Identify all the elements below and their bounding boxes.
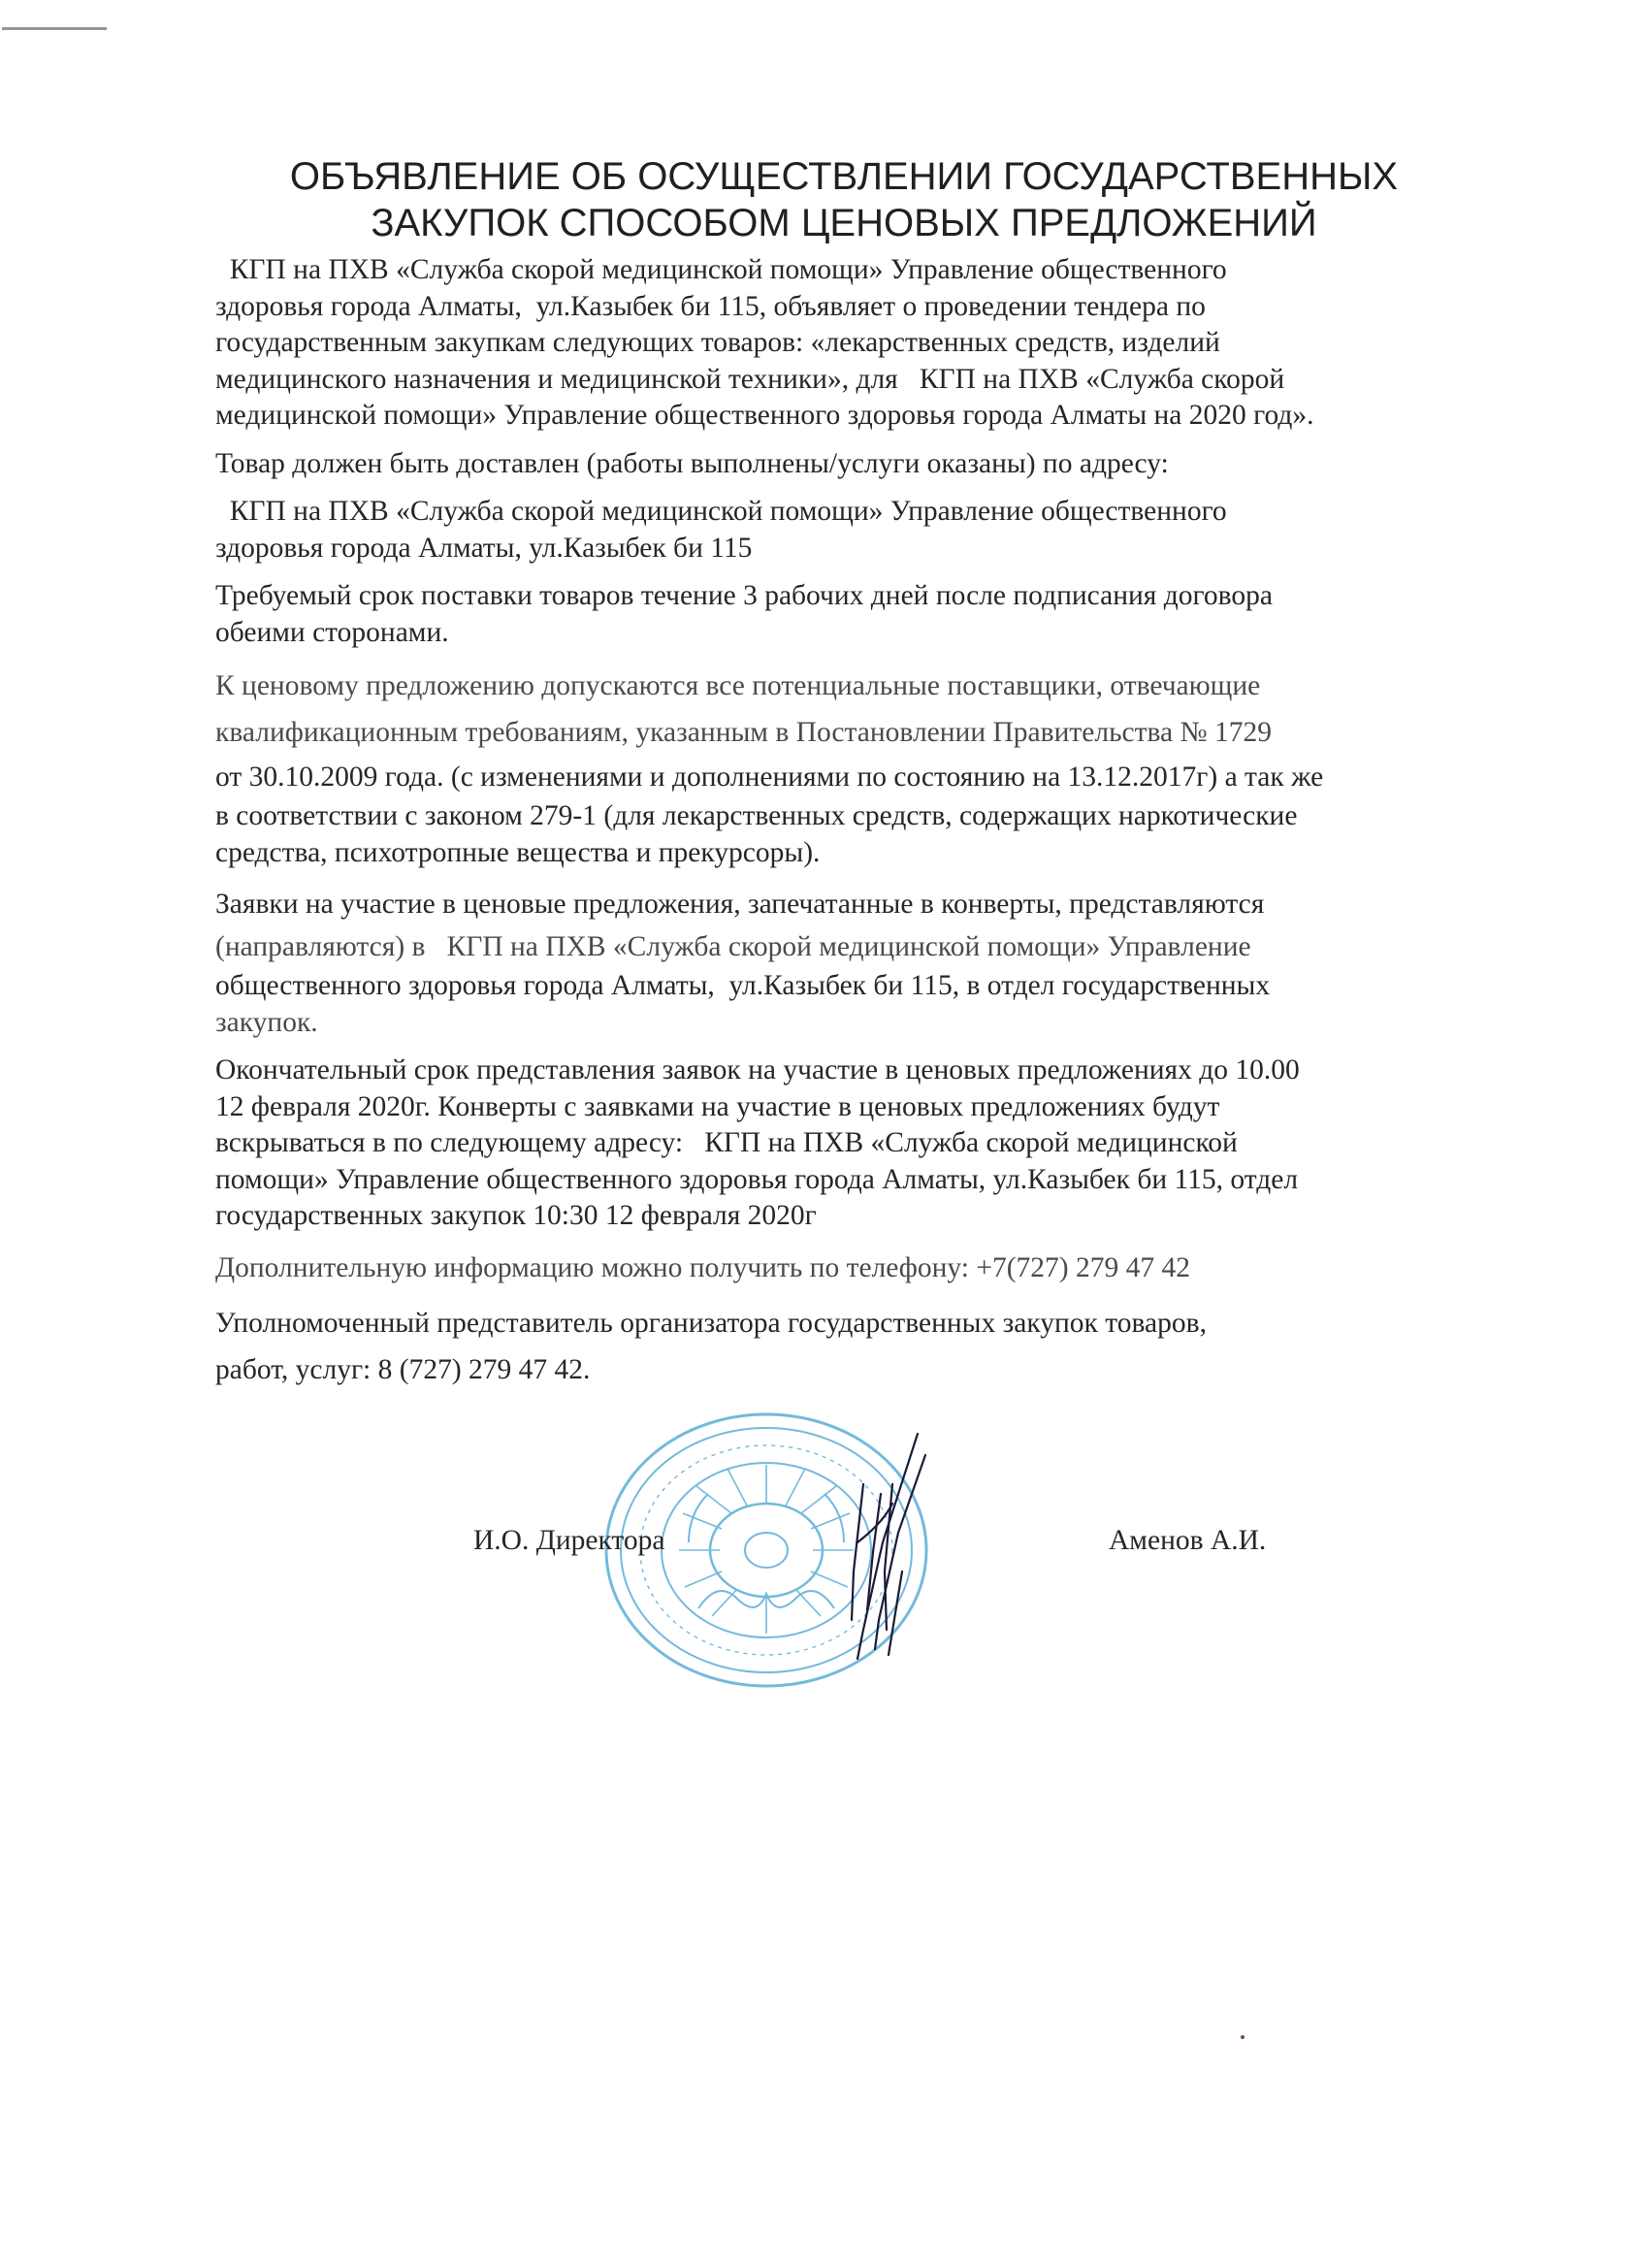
text-line: государственным закупкам следующих товаров: «лекарственных средств, изделий — [215, 327, 1220, 358]
text-line: закупок. — [215, 1006, 318, 1038]
text-line: Уполномоченный представитель организатора государственных закупок товаров, — [215, 1307, 1207, 1339]
text-line: в соответствии с законом 279-1 (для лекарственных средств, содержащих наркотические — [215, 800, 1298, 831]
text-line: здоровья города Алматы, ул.Казыбек би 115 — [215, 532, 753, 564]
text-line: медицинской помощи» Управление общественного здоровья города Алматы на 2020 год». — [215, 400, 1314, 431]
text-line: помощи» Управление общественного здоровья города Алматы, ул.Казыбек би 115, отдел — [215, 1163, 1299, 1195]
text-line: средства, психотропные вещества и прекурсоры). — [215, 836, 821, 868]
scan-corner-mark — [2, 27, 107, 30]
text-line: квалификационным требованиям, указанным в Постановлении Правительства № 1729 — [215, 717, 1273, 748]
paragraph-representative — [215, 1301, 1515, 1394]
title-line-2: ЗАКУПОК СПОСОБОМ ЦЕНОВЫХ ПРЕДЛОЖЕНИЙ — [371, 202, 1317, 244]
paragraph-contact — [215, 1247, 1515, 1289]
text-line: Товар должен быть доставлен (работы выполнены/услуги оказаны) по адресу: — [215, 447, 1169, 479]
signatory-title: И.О. Директора — [473, 1525, 665, 1556]
text-line: государственных закупок 10:30 12 февраля 2020г — [215, 1200, 817, 1231]
text-line: вскрываться в по следующему адресу: КГП на ПХВ «Служба скорой медицинской — [215, 1127, 1238, 1158]
text-line: здоровья города Алматы, ул.Казыбек би 115, объявляет о проведении тендера по — [215, 290, 1206, 322]
title-line-1: ОБЪЯВЛЕНИЕ ОБ ОСУЩЕСТВЛЕНИИ ГОСУДАРСТВЕННЫХ — [289, 155, 1399, 198]
text-line: Заявки на участие в ценовые предложения, запечатанные в конверты, представляются — [215, 889, 1265, 920]
text-line: общественного здоровья города Алматы, ул.Казыбек би 115, в отдел государственных — [215, 970, 1271, 1001]
paragraph-delivery-address — [215, 494, 1515, 567]
text-line: от 30.10.2009 года. (с изменениями и дополнениями по состоянию на 13.12.2017г) а так же — [215, 761, 1324, 793]
paragraph-submission — [215, 883, 1515, 1041]
text-line: Требуемый срок поставки товаров течение 3 рабочих дней после подписания договора — [215, 580, 1273, 611]
paragraph-deadline — [215, 1053, 1515, 1235]
paragraph-delivery-term — [215, 578, 1515, 651]
signature-icon — [824, 1426, 941, 1669]
document-body — [215, 252, 1515, 1406]
text-line: (направляются) в КГП на ПХВ «Служба скорой медицинской помощи» Управление — [215, 931, 1251, 962]
text-line: К ценовому предложению допускаются все потенциальные поставщики, отвечающие — [215, 670, 1261, 701]
text-line: КГП на ПХВ «Служба скорой медицинской помощи» Управление общественного — [215, 254, 1227, 285]
text-line: КГП на ПХВ «Служба скорой медицинской помощи» Управление общественного — [215, 496, 1227, 527]
paragraph-delivery — [215, 446, 1515, 483]
paragraph-eligibility — [215, 663, 1515, 871]
scan-speck — [1241, 2035, 1245, 2039]
document-title — [184, 153, 1504, 246]
signatory-name: Аменов А.И. — [1109, 1525, 1267, 1556]
text-line: обеими сторонами. — [215, 616, 449, 648]
text-line: Окончательный срок представления заявок на участие в ценовых предложениях до 10.00 — [215, 1054, 1300, 1085]
text-line: работ, услуг: 8 (727) 279 47 42. — [215, 1353, 591, 1385]
paragraph-announcement — [215, 252, 1515, 435]
text-line: медицинского назначения и медицинской техники», для КГП на ПХВ «Служба скорой — [215, 363, 1285, 395]
text-line: 12 февраля 2020г. Конверты с заявками на участие в ценовых предложениях будут — [215, 1090, 1220, 1122]
text-line: Дополнительную информацию можно получить по телефону: +7(727) 279 47 42 — [215, 1251, 1190, 1283]
